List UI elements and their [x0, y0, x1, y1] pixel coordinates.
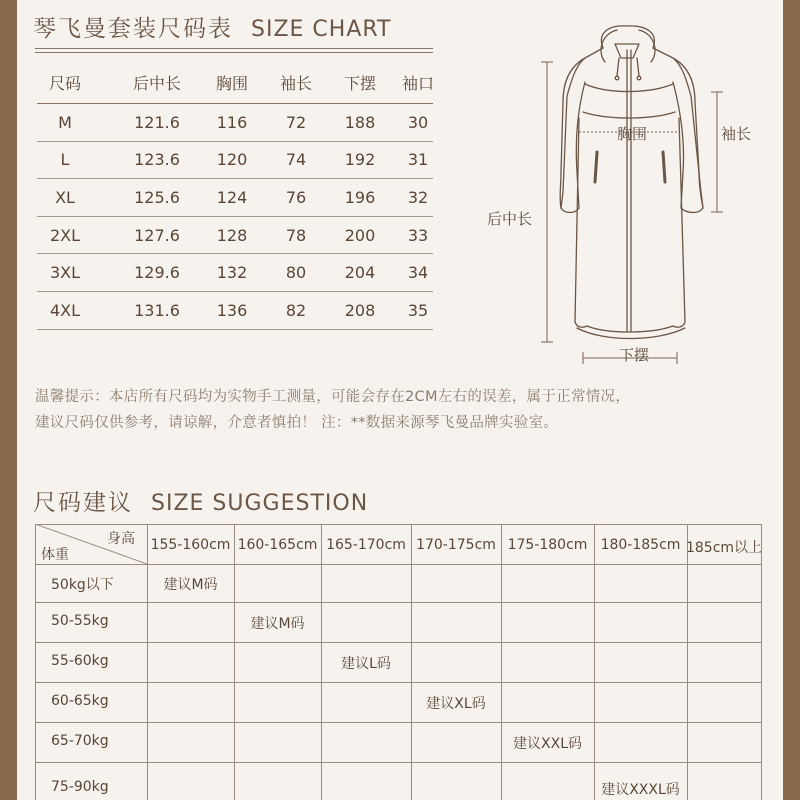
title-rule-top [35, 48, 433, 49]
cell-hem: 196 [344, 187, 376, 207]
col-header-chest: 胸围 [215, 74, 248, 93]
weight-axis-label: 体重 [41, 547, 69, 563]
size-chart-page [17, 0, 783, 800]
grid-hline [35, 642, 761, 643]
cell-cuff: 35 [407, 300, 429, 320]
size-row [37, 254, 433, 292]
garment-diagram [467, 22, 767, 367]
size-recommendation: 建议M码 [250, 616, 305, 632]
size-suggestion-title [33, 484, 368, 517]
size-recommendation: 建议XXXL码 [601, 782, 680, 798]
cell-sleeve: 74 [285, 150, 307, 170]
grid-hline [35, 602, 761, 603]
height-axis-label: 身高 [107, 531, 135, 547]
grid-vline [501, 524, 502, 800]
cell-size: 3XL [49, 263, 81, 283]
size-row [37, 292, 433, 330]
grid-hline [35, 564, 761, 565]
cell-size: M [58, 112, 72, 132]
cell-hem: 204 [344, 263, 376, 283]
grid-vline [687, 524, 688, 800]
weight-range: 50-55kg [51, 613, 109, 629]
cell-chest: 120 [216, 150, 248, 170]
size-table [37, 62, 433, 330]
cell-size: XL [55, 187, 75, 207]
size-recommendation: 建议L码 [341, 656, 391, 672]
size-chart-title-cn: 琴飞曼套装尺码表 [33, 16, 233, 42]
cell-cuff: 34 [407, 263, 429, 283]
grid-vline [234, 524, 235, 800]
weight-range: 55-60kg [51, 653, 109, 669]
cell-sleeve: 78 [285, 225, 307, 245]
cell-hem: 192 [344, 150, 376, 170]
grid-vline [594, 524, 595, 800]
grid-vline [411, 524, 412, 800]
weight-range: 65-70kg [51, 733, 109, 749]
label-hem: 下摆 [619, 346, 650, 364]
cell-chest: 136 [216, 300, 248, 320]
size-row [37, 217, 433, 255]
height-range: 185cm以上 [685, 540, 763, 556]
height-range: 170-175cm [416, 537, 496, 553]
cell-cuff: 30 [407, 112, 429, 132]
grid-vline [35, 524, 36, 800]
size-recommendation: 建议M码 [163, 577, 218, 593]
cell-chest: 128 [216, 225, 248, 245]
cell-size: 2XL [49, 225, 81, 245]
cell-back-length: 129.6 [134, 263, 180, 283]
cell-chest: 124 [216, 187, 248, 207]
height-range: 165-170cm [326, 537, 406, 553]
grid-vline [147, 524, 148, 800]
col-header-cuff: 袖口 [401, 74, 434, 93]
cell-chest: 116 [216, 112, 248, 132]
cell-hem: 188 [344, 112, 376, 132]
label-sleeve: 袖长 [721, 125, 752, 143]
cell-hem: 200 [344, 225, 376, 245]
weight-range: 50kg以下 [51, 577, 114, 593]
label-chest: 胸围 [617, 125, 648, 143]
cell-hem: 208 [344, 300, 376, 320]
col-header-size: 尺码 [48, 74, 81, 93]
weight-range: 60-65kg [51, 693, 109, 709]
grid-hline [35, 682, 761, 683]
col-header-back-length: 后中长 [132, 74, 181, 93]
cell-back-length: 125.6 [134, 187, 180, 207]
cell-sleeve: 72 [285, 112, 307, 132]
label-back-length: 后中长 [487, 210, 533, 228]
cell-sleeve: 80 [285, 263, 307, 283]
height-range: 180-185cm [600, 537, 681, 553]
size-suggestion-grid [35, 524, 761, 800]
cell-cuff: 33 [407, 225, 429, 245]
cell-cuff: 32 [407, 187, 429, 207]
size-table-header [37, 62, 433, 104]
note-line-2: 建议尺码仅供参考，请谅解，介意者慎拍！ 注：**数据来源琴飞曼品牌实验室。 [35, 415, 559, 431]
size-row [37, 142, 433, 180]
size-suggestion-title-cn: 尺码建议 [33, 490, 133, 516]
cell-cuff: 31 [407, 150, 429, 170]
size-chart-title-en: SIZE CHART [251, 17, 392, 42]
cell-back-length: 121.6 [134, 112, 180, 132]
size-row [37, 179, 433, 217]
grid-hline [35, 722, 761, 723]
grid-vline [761, 524, 762, 800]
note-line-1: 温馨提示：本店所有尺码均为实物手工测量，可能会存在2CM左右的误差，属于正常情况， [35, 389, 631, 405]
size-chart-title [33, 10, 392, 43]
col-header-hem: 下摆 [343, 74, 376, 93]
cell-chest: 132 [216, 263, 248, 283]
title-rule-bottom [35, 52, 433, 53]
cell-size: L [60, 150, 70, 170]
size-suggestion-title-en: SIZE SUGGESTION [151, 491, 369, 516]
cell-sleeve: 82 [285, 300, 307, 320]
grid-hline [35, 524, 761, 525]
col-header-sleeve: 袖长 [279, 74, 312, 93]
size-recommendation: 建议XXL码 [513, 736, 582, 752]
cell-back-length: 127.6 [134, 225, 180, 245]
height-range: 175-180cm [507, 537, 588, 553]
size-recommendation: 建议XL码 [426, 696, 486, 712]
cell-back-length: 131.6 [134, 300, 180, 320]
height-range: 155-160cm [150, 537, 231, 553]
cell-size: 4XL [49, 300, 81, 320]
cell-sleeve: 76 [285, 187, 307, 207]
grid-vline [321, 524, 322, 800]
size-row [37, 104, 433, 142]
height-range: 160-165cm [237, 537, 318, 553]
weight-range: 75-90kg [51, 779, 109, 795]
grid-hline [35, 762, 761, 763]
long-coat-illustration [467, 22, 767, 367]
cell-back-length: 123.6 [134, 150, 180, 170]
